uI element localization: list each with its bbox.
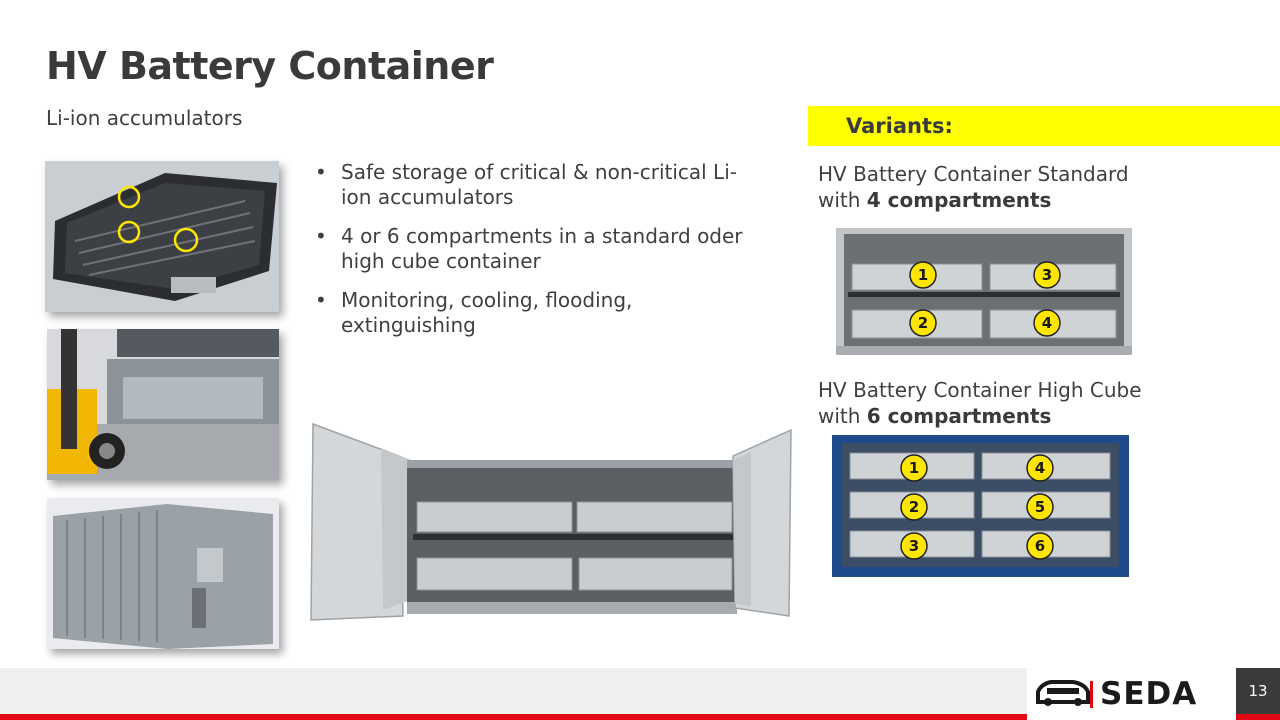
variant-standard-prefix: with xyxy=(818,188,867,212)
compartment-badge xyxy=(910,262,936,288)
feature-item: • Monitoring, cooling, flooding, extinguishing xyxy=(313,288,763,338)
compartment-badge xyxy=(1034,310,1060,336)
compartment-badge xyxy=(901,455,927,481)
slide-title: HV Battery Container xyxy=(46,44,494,88)
open-container-photo xyxy=(307,420,793,625)
standard-container-photo xyxy=(836,228,1132,355)
svg-text:2: 2 xyxy=(908,498,920,516)
variant-standard-description xyxy=(818,161,1129,213)
grey-container-photo xyxy=(47,498,279,649)
variant-standard-name: HV Battery Container Standard xyxy=(818,162,1129,186)
variant-standard-compartments: 4 compartments xyxy=(866,188,1052,212)
svg-text:3: 3 xyxy=(908,537,920,555)
compartment-badge xyxy=(1027,533,1053,559)
compartment-badge xyxy=(901,533,927,559)
feature-item: • Safe storage of critical & non-critical Li-ion accumulators xyxy=(313,160,763,210)
svg-text:1: 1 xyxy=(917,266,929,284)
variant-high-cube-description xyxy=(818,377,1142,429)
logo-red-divider xyxy=(1090,681,1093,708)
svg-text:4: 4 xyxy=(1041,314,1053,332)
forklift-photo xyxy=(47,329,279,480)
variant-high-cube-prefix: with xyxy=(818,404,867,428)
page-number: 13 xyxy=(1248,682,1268,700)
feature-item: • 4 or 6 compartments in a standard oder high cube container xyxy=(313,224,763,274)
svg-text:2: 2 xyxy=(917,314,929,332)
compartment-badge xyxy=(1027,494,1053,520)
svg-text:6: 6 xyxy=(1034,537,1046,555)
svg-text:5: 5 xyxy=(1034,498,1046,516)
svg-text:4: 4 xyxy=(1034,459,1046,477)
car-icon xyxy=(1033,668,1093,720)
logo-text: SEDA xyxy=(1100,676,1198,712)
variants-heading: Variants: xyxy=(846,114,953,138)
high-cube-container-photo xyxy=(832,435,1129,577)
compartment-badge xyxy=(1034,262,1060,288)
battery-pack-photo xyxy=(45,161,279,312)
variant-high-cube-compartments: 6 compartments xyxy=(866,404,1052,428)
compartment-badge xyxy=(910,310,936,336)
variants-heading-bar xyxy=(808,106,1280,146)
compartment-badge xyxy=(1027,455,1053,481)
feature-list xyxy=(313,160,763,352)
svg-text:3: 3 xyxy=(1041,266,1053,284)
variant-high-cube-name: HV Battery Container High Cube xyxy=(818,378,1142,402)
compartment-badge xyxy=(901,494,927,520)
slide-subtitle: Li-ion accumulators xyxy=(46,106,243,130)
svg-text:1: 1 xyxy=(908,459,920,477)
